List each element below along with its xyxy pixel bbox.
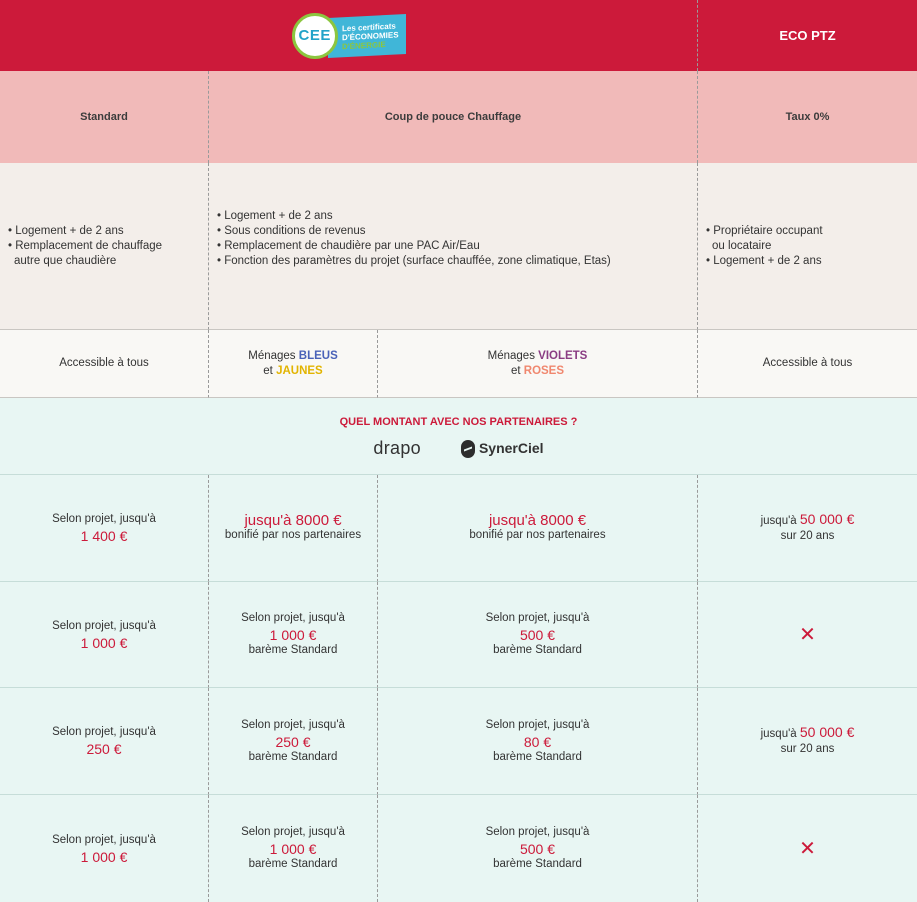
amount-value: 80 € xyxy=(523,733,552,750)
cee-line-2: D'ÉCONOMIES xyxy=(341,29,399,42)
eligibility-standard xyxy=(0,330,209,398)
violets-label: VIOLETS xyxy=(538,349,588,362)
amount-eco-ptz xyxy=(698,795,917,902)
amount-violets xyxy=(378,688,698,795)
category-standard xyxy=(0,71,209,163)
not-available-icon: ✕ xyxy=(799,837,816,860)
conditions-standard xyxy=(0,163,209,330)
condition-item: • Fonction des paramètres du projet (surface chauffée, zone climatique, Etas) xyxy=(217,255,611,267)
amount-standard xyxy=(0,582,209,688)
condition-item: • Sous conditions de revenus xyxy=(217,225,366,237)
amount-standard xyxy=(0,795,209,902)
amount-value: 500 € xyxy=(519,841,556,857)
partners-banner xyxy=(0,398,917,475)
amount-value: 250 € xyxy=(275,733,311,750)
amount-value: 1 000 € xyxy=(269,627,317,643)
eligibility-bleus-jaunes xyxy=(209,330,378,398)
amount-bleus xyxy=(209,795,378,902)
menages-bleus-line xyxy=(248,349,338,364)
amount-label: Selon projet, jusqu'à xyxy=(241,718,345,731)
menages-jaunes-line xyxy=(263,364,322,379)
amount-prefix: jusqu'à xyxy=(760,515,797,527)
amount-eco-ptz xyxy=(698,582,917,688)
eco-ptz-title: ECO PTZ xyxy=(779,28,836,43)
cee-line-3: D'ÉNERGIE xyxy=(341,39,386,51)
condition-item: • Propriétaire occupant xyxy=(706,224,823,237)
condition-item: ou locataire xyxy=(712,239,772,252)
amount-violets xyxy=(378,582,698,688)
amount-bleus xyxy=(209,475,378,582)
et-label: et xyxy=(263,364,273,377)
cee-line-1: Les certificats xyxy=(341,20,396,33)
partner-logos xyxy=(373,440,543,458)
synerciel-label: SynerCiel xyxy=(478,440,544,456)
amount-value: jusqu'à 8000 € xyxy=(244,512,342,529)
amount-label: Selon projet, jusqu'à xyxy=(52,833,156,846)
condition-item: autre que chaudière xyxy=(14,254,117,267)
amount-note: bonifié par nos partenaires xyxy=(224,529,362,541)
amount-note: barème Standard xyxy=(493,858,582,870)
eco-ptz-header xyxy=(698,0,917,71)
amount-value: 50 000 € xyxy=(799,511,855,527)
condition-item: • Logement + de 2 ans xyxy=(217,210,333,222)
amount-label: Selon projet, jusqu'à xyxy=(241,612,345,624)
condition-item: • Logement + de 2 ans xyxy=(706,254,822,267)
amount-label: Selon projet, jusqu'à xyxy=(52,619,156,632)
amount-value: 1 000 € xyxy=(269,841,317,857)
amount-standard xyxy=(0,475,209,582)
amount-label: Selon projet, jusqu'à xyxy=(485,826,590,838)
category-coup-de-pouce xyxy=(209,71,698,163)
amount-value: 50 000 € xyxy=(799,724,855,740)
menages-roses-line xyxy=(511,364,564,379)
et-label: et xyxy=(510,364,521,377)
cee-logo xyxy=(292,13,406,59)
amount-standard xyxy=(0,688,209,795)
synerciel-icon xyxy=(461,440,475,458)
amount-eco-ptz xyxy=(698,475,917,582)
amount-note: barème Standard xyxy=(248,858,338,870)
conditions-eco-ptz xyxy=(698,163,917,330)
partners-question: QUEL MONTANT AVEC NOS PARTENAIRES ? xyxy=(339,415,578,428)
amount-note: barème Standard xyxy=(248,644,338,656)
amount-line xyxy=(761,725,855,742)
category-taux-label: Taux 0% xyxy=(785,110,830,123)
amount-value: jusqu'à 8000 € xyxy=(488,512,587,529)
cee-ribbon xyxy=(328,13,406,57)
jaunes-label: JAUNES xyxy=(276,364,323,377)
amount-note: bonifié par nos partenaires xyxy=(469,529,606,541)
eligibility-standard-text: Accessible à tous xyxy=(59,357,149,369)
synerciel-logo xyxy=(461,440,544,458)
eligibility-eco-ptz-text: Accessible à tous xyxy=(762,357,853,369)
category-coup-de-pouce-label: Coup de pouce Chauffage xyxy=(384,110,522,123)
eligibility-violets-roses xyxy=(378,330,698,398)
amount-violets xyxy=(378,475,698,582)
amount-bleus xyxy=(209,688,378,795)
not-available-icon: ✕ xyxy=(799,623,816,646)
amount-prefix: jusqu'à xyxy=(760,728,797,740)
category-standard-label: Standard xyxy=(80,110,128,123)
eligibility-eco-ptz xyxy=(698,330,917,398)
amount-label: Selon projet, jusqu'à xyxy=(485,718,590,731)
amount-note: barème Standard xyxy=(248,750,338,763)
amount-note: barème Standard xyxy=(493,750,582,763)
amount-value: 1 000 € xyxy=(80,634,128,651)
bleus-label: BLEUS xyxy=(298,349,338,362)
amount-violets xyxy=(378,795,698,902)
condition-item: • Remplacement de chauffage xyxy=(8,239,163,252)
amount-line xyxy=(761,512,855,529)
amount-value: 1 000 € xyxy=(80,848,128,865)
amount-note: sur 20 ans xyxy=(780,743,835,755)
cee-badge: CEE xyxy=(292,13,338,59)
category-taux xyxy=(698,71,917,163)
amount-note: sur 20 ans xyxy=(780,530,835,542)
amount-label: Selon projet, jusqu'à xyxy=(52,513,156,525)
amount-value: 1 400 € xyxy=(80,528,128,544)
drapo-logo: drapo xyxy=(373,438,421,458)
menages-violets-line xyxy=(488,349,588,364)
amount-label: Selon projet, jusqu'à xyxy=(485,612,590,624)
amount-eco-ptz xyxy=(698,688,917,795)
conditions-coup-de-pouce xyxy=(209,163,698,330)
amount-value: 500 € xyxy=(519,627,556,643)
amount-bleus xyxy=(209,582,378,688)
roses-label: ROSES xyxy=(523,364,565,377)
menages-prefix: Ménages xyxy=(248,349,296,362)
amount-label: Selon projet, jusqu'à xyxy=(52,726,156,738)
amount-label: Selon projet, jusqu'à xyxy=(241,826,345,838)
condition-item: • Logement + de 2 ans xyxy=(8,224,124,237)
menages-prefix: Ménages xyxy=(487,349,535,362)
cee-header xyxy=(0,0,698,71)
amount-note: barème Standard xyxy=(493,644,582,656)
condition-item: • Remplacement de chaudière par une PAC Air/Eau xyxy=(217,240,480,252)
amount-value: 250 € xyxy=(86,741,122,757)
